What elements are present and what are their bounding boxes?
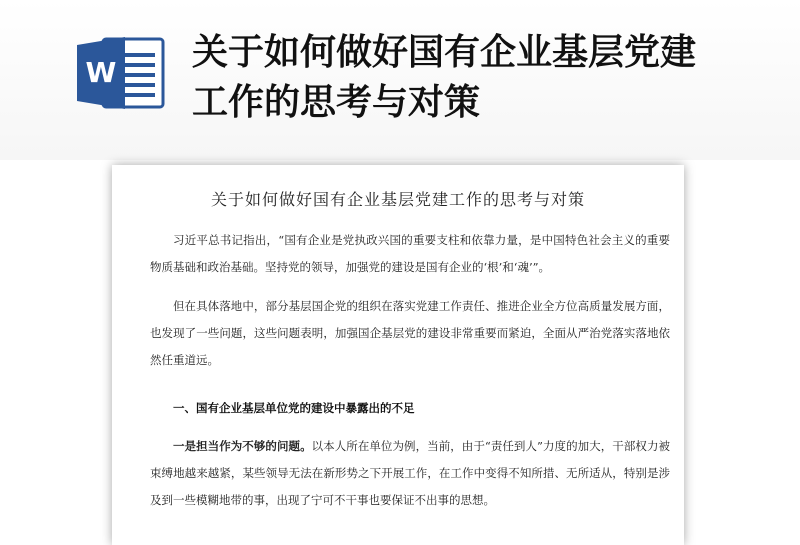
header-banner xyxy=(0,0,800,160)
word-icon xyxy=(75,33,165,113)
banner-title-line-2: 工作的思考与对策 xyxy=(192,82,481,123)
banner-title-line-1: 关于如何做好国有企业基层党建 xyxy=(192,32,697,73)
paragraph-3 xyxy=(150,433,670,514)
banner-title xyxy=(192,28,792,128)
document-title: 关于如何做好国有企业基层党建工作的思考与对策 xyxy=(210,190,585,209)
svg-text:W: W xyxy=(85,56,117,89)
document-page xyxy=(112,165,684,545)
section-heading-1: 一、国有企业基层单位党的建设中暴露出的不足 xyxy=(173,401,415,415)
paragraph-2: 但在具体落地中，部分基层国企党的组织在落实党建工作责任、推进企业全方位高质量发展方面，也发现了一些问题，这些问题表明，加强国企基层党的建设非常重要而紧迫，全面从严治党落实落地依然任重道远。 xyxy=(150,299,670,367)
paragraph-3-lead: 一是担当作为不够的问题。 xyxy=(173,439,312,453)
paragraph-3-body: 以本人所在单位为例，当前，由于“责任到人”力度的加大，干部权力被束缚地越来越紧，某些领导无法在新形势之下开展工作，在工作中变得不知所措、无所适从，特别是涉及到一些模糊地带的事，出现了宁可不干事也要保证不出事的思想。 xyxy=(150,439,670,507)
paragraph-1: 习近平总书记指出，“国有企业是党执政兴国的重要支柱和依靠力量，是中国特色社会主义的重要物质基础和政治基础。坚持党的领导，加强党的建设是国有企业的‘根’和‘魂’”。 xyxy=(150,233,670,274)
